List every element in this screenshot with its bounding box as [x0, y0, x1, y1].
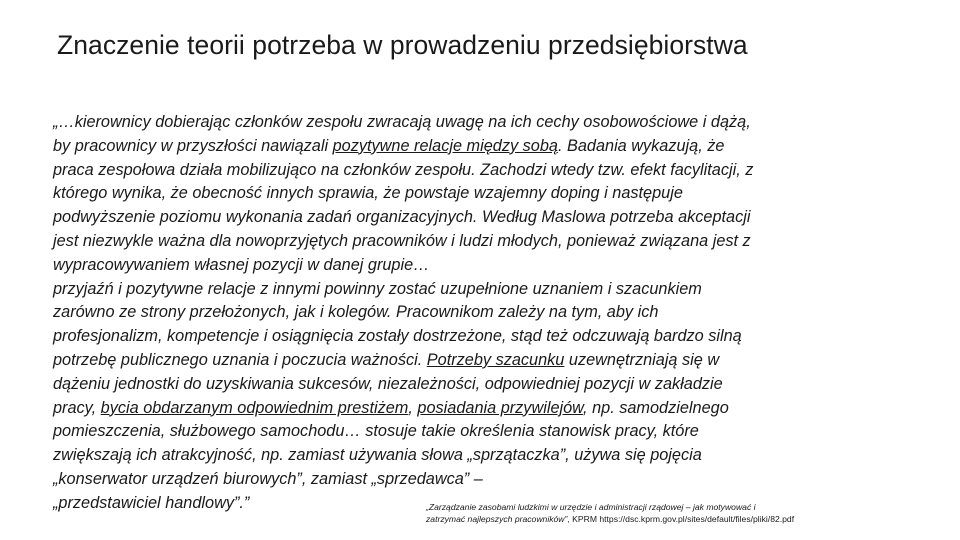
- footnote-text: „Zarządzanie zasobami ludzkimi w urzędzie i administracji rządowej – jak motywować i: [426, 502, 756, 512]
- quote-text: „przedstawiciel handlowy”.”: [53, 493, 250, 512]
- quote-text: pracy,: [53, 398, 101, 417]
- underlined-phrase: Potrzeby szacunku: [426, 350, 565, 369]
- quote-text: zarówno ze strony przełożonych, jak i kolegów. Pracownikom zależy na tym, aby ich: [53, 303, 659, 322]
- underlined-phrase: bycia obdarzanym odpowiednim prestiżem: [100, 398, 409, 417]
- quote-line: [53, 325, 933, 349]
- quote-text: pomieszczenia, służbowego samochodu… stosuje takie określenia stanowisk pracy, które: [53, 422, 699, 441]
- quote-line: [53, 159, 933, 183]
- quote-line: [53, 373, 933, 397]
- quote-line: [53, 135, 933, 159]
- quote-line: [53, 278, 933, 302]
- quote-text: „konserwator urządzeń biurowych”, zamiast „sprzedawca” –: [53, 469, 483, 488]
- quote-line: [53, 206, 933, 230]
- footnote-text: zatrzymać najlepszych pracowników”: [426, 514, 568, 524]
- quote-text: zwiększają ich atrakcyjność, np. zamiast używania słowa „sprzątaczka”, używa się pojęcia: [53, 446, 702, 465]
- quote-line: [53, 111, 933, 135]
- quote-text: profesjonalizm, kompetencje i osiągnięcia zostały dostrzeżone, stąd też odczuwają bardzo silną: [53, 327, 742, 346]
- quote-text: potrzebę publicznego uznania i poczucia ważności.: [53, 350, 427, 369]
- underlined-phrase: pozytywne relacje między sobą: [332, 136, 558, 155]
- quote-text: którego wynika, że obecność innych sprawia, że powstaje wzajemny doping i następuje: [53, 184, 683, 203]
- quote-text: uzewnętrzniają się w: [564, 350, 720, 369]
- quote-body: [53, 111, 933, 516]
- quote-line: [53, 444, 933, 468]
- quote-line: [53, 397, 933, 421]
- quote-text: ,: [408, 398, 418, 417]
- quote-text: podwyższenie poziomu wykonania zadań organizacyjnych. Według Maslowa potrzeba akceptacji: [53, 208, 751, 227]
- quote-line: [53, 254, 933, 278]
- quote-text: by pracownicy w przyszłości nawiązali: [53, 136, 333, 155]
- quote-line: [53, 420, 933, 444]
- quote-line: [53, 468, 933, 492]
- quote-text: „…kierownicy dobierając członków zespołu zwracają uwagę na ich cechy osobowościowe i dążą,: [53, 113, 751, 131]
- quote-text: jest niezwykle ważna dla nowoprzyjętych pracowników i ludzi młodych, ponieważ związana jest z: [53, 231, 751, 250]
- slide-title: Znaczenie teorii potrzeba w prowadzeniu przedsiębiorstwa: [57, 30, 748, 60]
- quote-text: dążeniu jednostki do uzyskiwania sukcesów, niezależności, odpowiedniej pozycji w zakładzie: [53, 374, 723, 393]
- quote-line: [53, 301, 933, 325]
- quote-line: [53, 230, 933, 254]
- quote-text: , np. samodzielnego: [583, 398, 729, 417]
- quote-text: praca zespołowa działa mobilizująco na członków zespołu. Zachodzi wtedy tzw. efekt facylitacji, z: [53, 160, 754, 179]
- quote-line: [53, 182, 933, 206]
- quote-text: przyjaźń i pozytywne relacje z innymi powinny zostać uzupełnione uznaniem i szacunkiem: [53, 279, 702, 298]
- underlined-phrase: posiadania przywilejów: [417, 398, 584, 417]
- quote-text: wypracowywaniem własnej pozycji w danej grupie…: [53, 255, 430, 274]
- footnote-link[interactable]: , KPRM https://dsc.kprm.gov.pl/sites/default/files/pliki/82.pdf: [567, 514, 795, 524]
- footnote-line: [426, 501, 794, 513]
- footnote-line: [426, 513, 794, 525]
- quote-text: . Badania wykazują, że: [557, 136, 725, 155]
- source-footnote: [426, 501, 794, 525]
- quote-line: [53, 349, 933, 373]
